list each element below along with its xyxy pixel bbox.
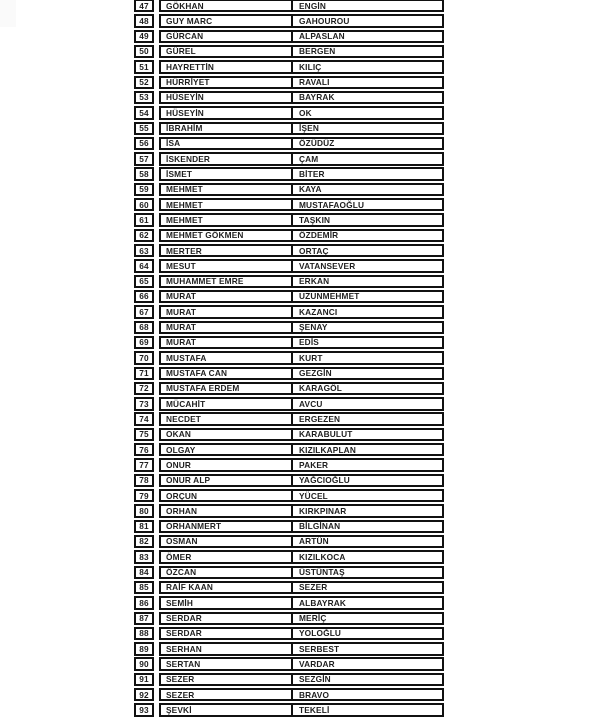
table-row [134,520,444,533]
last-name-cell: MERİÇ [299,613,327,623]
first-name-cell: OKAN [161,430,293,439]
last-name-cell: KIRKPINAR [299,506,347,516]
row-number: 90 [134,657,154,670]
name-box [159,76,444,89]
last-name-cell: KURT [299,353,323,363]
table-row [134,673,444,686]
row-number: 80 [134,504,154,517]
first-name-cell: MURAT [161,323,293,332]
table-row [134,412,444,425]
row-number: 56 [134,137,154,150]
last-name-cell: BRAVO [299,690,330,700]
name-box [159,412,444,425]
first-name-cell: İBRAHİM [161,124,293,133]
row-number: 85 [134,581,154,594]
row-number: 74 [134,412,154,425]
first-name-cell: HAYRETTİN [161,62,293,71]
first-name-cell: MEHMET [161,185,293,194]
row-number: 91 [134,673,154,686]
first-name-cell: SEMİH [161,598,293,607]
table-row [134,596,444,609]
last-name-cell: ÖZDEMİR [299,230,339,241]
last-name-cell: ERGEZEN [299,414,341,424]
name-box [159,627,444,640]
name-box [159,167,444,180]
table-row [134,91,444,104]
name-box [159,688,444,701]
last-name-cell: RAVALI [299,77,330,87]
row-number: 58 [134,167,154,180]
table-row [134,566,444,579]
name-box [159,566,444,579]
name-box [159,673,444,686]
row-number: 81 [134,520,154,533]
row-number: 51 [134,60,154,73]
row-number: 75 [134,428,154,441]
row-number: 92 [134,688,154,701]
last-name-cell: VATANSEVER [299,261,356,271]
first-name-cell: SEZER [161,675,293,684]
row-number: 89 [134,642,154,655]
first-name-cell: ÖZCAN [161,568,293,577]
first-name-cell: SEZER [161,690,293,699]
first-name-cell: MUSTAFA ERDEM [161,384,293,393]
last-name-cell: PAKER [299,460,329,470]
last-name-cell: ARTÜN [299,536,329,547]
row-number: 77 [134,458,154,471]
name-box [159,642,444,655]
first-name-cell: İSKENDER [161,154,293,163]
table-row [134,397,444,410]
row-number: 66 [134,290,154,303]
table-row [134,489,444,502]
name-box [159,443,444,456]
table-row [134,213,444,226]
first-name-cell: MEHMET [161,215,293,224]
row-number: 70 [134,351,154,364]
row-number: 62 [134,229,154,242]
first-name-cell: ÖMER [161,552,293,561]
table-row [134,612,444,625]
last-name-cell: EDİS [299,337,319,348]
row-number: 47 [134,0,154,12]
name-box [159,198,444,211]
row-number: 53 [134,91,154,104]
name-box [159,106,444,119]
name-box [159,152,444,165]
first-name-cell: MERTER [161,246,293,255]
row-number: 63 [134,244,154,257]
last-name-cell: BİLGİNAN [299,521,341,532]
first-name-cell: ŞEVKİ [161,705,293,714]
name-box [159,244,444,257]
first-name-cell: GÜREL [161,47,293,56]
first-name-cell: SERDAR [161,614,293,623]
row-number: 64 [134,259,154,272]
row-number: 55 [134,122,154,135]
name-box [159,183,444,196]
last-name-cell: KAZANCI [299,307,338,317]
table-row [134,259,444,272]
table-row [134,14,444,27]
last-name-cell: YÜCEL [299,491,328,501]
first-name-cell: ORHAN [161,506,293,515]
table-row [134,657,444,670]
name-box [159,367,444,380]
name-box [159,14,444,27]
last-name-cell: İŞEN [299,123,319,133]
row-number: 60 [134,198,154,211]
last-name-cell: SERBEST [299,644,340,654]
first-name-cell: GUY MARC [161,16,293,25]
first-name-cell: OSMAN [161,537,293,546]
name-box [159,336,444,349]
name-box [159,535,444,548]
first-name-cell: GÜRCAN [161,32,293,41]
table-row [134,76,444,89]
first-name-cell: MUHAMMET EMRE [161,277,293,286]
row-number: 52 [134,76,154,89]
table-row [134,321,444,334]
row-number: 84 [134,566,154,579]
row-number: 71 [134,367,154,380]
table-row [134,45,444,58]
row-number: 57 [134,152,154,165]
first-name-cell: OLGAY [161,445,293,454]
first-name-cell: MEHMET [161,200,293,209]
table-row [134,60,444,73]
name-box [159,612,444,625]
name-box [159,91,444,104]
name-box [159,581,444,594]
last-name-cell: KIZILKAPLAN [299,445,356,455]
name-box [159,520,444,533]
row-number: 93 [134,703,154,716]
last-name-cell: BERGEN [299,46,336,57]
row-number: 61 [134,213,154,226]
name-box [159,397,444,410]
row-number: 65 [134,275,154,288]
first-name-cell: MESUT [161,261,293,270]
name-box [159,213,444,226]
name-box [159,229,444,242]
last-name-cell: GAHOUROU [299,16,350,26]
row-number: 68 [134,321,154,334]
last-name-cell: TAŞKIN [299,215,331,225]
page-scan-smudge [0,0,16,27]
row-number: 83 [134,550,154,563]
table-row [134,275,444,288]
name-box [159,321,444,334]
last-name-cell: KAYA [299,184,322,195]
name-box [159,504,444,517]
table-row [134,30,444,43]
last-name-cell: GEZGİN [299,368,332,378]
first-name-cell: ONUR [161,460,293,469]
name-box [159,596,444,609]
last-name-cell: KILIÇ [299,62,322,72]
name-box [159,305,444,318]
table-row [134,443,444,456]
last-name-cell: TEKELİ [299,705,330,715]
table-row [134,382,444,395]
last-name-cell: VARDAR [299,659,335,669]
row-number: 78 [134,474,154,487]
last-name-cell: KARABULUT [299,429,353,440]
last-name-cell: ORTAÇ [299,246,329,256]
last-name-cell: OK [299,108,312,118]
last-name-cell: ÖZÜDÜZ [299,138,335,149]
last-name-cell: ŞENAY [299,322,328,332]
last-name-cell: MUSTAFAOĞLU [299,200,365,210]
table-row [134,229,444,242]
row-number: 79 [134,489,154,502]
first-name-cell: MEHMET GÖKMEN [161,231,293,240]
table-row [134,688,444,701]
table-row [134,152,444,165]
first-name-cell: ORÇUN [161,491,293,500]
name-box [159,657,444,670]
first-name-cell: ORHANMERT [161,522,293,531]
name-box [159,290,444,303]
table-row [134,642,444,655]
first-name-cell: HÜSEYİN [161,93,293,102]
first-name-cell: SERDAR [161,629,293,638]
table-row [134,0,444,12]
first-name-cell: NECDET [161,414,293,423]
first-name-cell: İSA [161,139,293,148]
name-box [159,60,444,73]
last-name-cell: KARAGÖL [299,383,342,394]
row-number: 76 [134,443,154,456]
table-row [134,122,444,135]
table-row [134,305,444,318]
last-name-cell: AVCU [299,399,323,409]
first-name-cell: MURAT [161,307,293,316]
name-box [159,474,444,487]
table-row [134,351,444,364]
table-row [134,703,444,716]
first-name-cell: İSMET [161,169,293,178]
table-row [134,290,444,303]
first-name-cell: MUSTAFA [161,353,293,362]
last-name-cell: ENGİN [299,1,327,11]
name-box [159,122,444,135]
last-name-cell: ÜSTÜNTAŞ [299,567,345,577]
first-name-cell: HÜRRİYET [161,78,293,87]
name-box [159,30,444,43]
row-number: 67 [134,305,154,318]
name-box [159,137,444,150]
name-box [159,45,444,58]
last-name-cell: BİTER [299,169,325,179]
table-row [134,106,444,119]
last-name-cell: ERKAN [299,276,330,287]
row-number: 59 [134,183,154,196]
last-name-cell: ÇAM [299,154,319,164]
name-box [159,458,444,471]
table-row [134,581,444,594]
table-row [134,198,444,211]
table-row [134,367,444,380]
last-name-cell: ALPASLAN [299,31,345,42]
name-box [159,703,444,716]
row-number: 48 [134,14,154,27]
name-box [159,259,444,272]
last-name-cell: SEZER [299,582,328,593]
last-name-cell: YAĞCIOĞLU [299,475,350,486]
name-box [159,351,444,364]
row-number: 50 [134,45,154,58]
row-number: 72 [134,382,154,395]
table-row [134,535,444,548]
table-row [134,167,444,180]
first-name-cell: HÜSEYİN [161,108,293,117]
row-number: 82 [134,535,154,548]
row-number: 87 [134,612,154,625]
first-name-cell: MURAT [161,292,293,301]
name-box [159,275,444,288]
table-row [134,336,444,349]
table-row [134,428,444,441]
table-row [134,474,444,487]
table-row [134,550,444,563]
first-name-cell: MUSTAFA CAN [161,369,293,378]
first-name-cell: MURAT [161,338,293,347]
name-box [159,382,444,395]
last-name-cell: YOLOĞLU [299,628,342,639]
row-number: 49 [134,30,154,43]
name-box [159,428,444,441]
name-box [159,489,444,502]
first-name-cell: ONUR ALP [161,476,293,485]
table-row [134,137,444,150]
first-name-cell: SERTAN [161,659,293,668]
row-number: 73 [134,397,154,410]
last-name-cell: UZUNMEHMET [299,291,360,302]
row-number: 69 [134,336,154,349]
row-number: 54 [134,106,154,119]
row-number: 86 [134,596,154,609]
last-name-cell: BAYRAK [299,92,335,103]
row-number: 88 [134,627,154,640]
table-row [134,504,444,517]
table-row [134,183,444,196]
name-box [159,0,444,12]
last-name-cell: SEZGİN [299,674,331,685]
table-row [134,458,444,471]
last-name-cell: ALBAYRAK [299,598,346,608]
first-name-cell: RAİF KAAN [161,583,293,592]
first-name-cell: SERHAN [161,644,293,653]
table-row [134,244,444,257]
first-name-cell: MÜCAHİT [161,399,293,408]
first-name-cell: GÖKHAN [161,1,293,10]
name-box [159,550,444,563]
table-row [134,627,444,640]
roster-table [134,0,444,719]
last-name-cell: KIZILKOCA [299,552,346,562]
